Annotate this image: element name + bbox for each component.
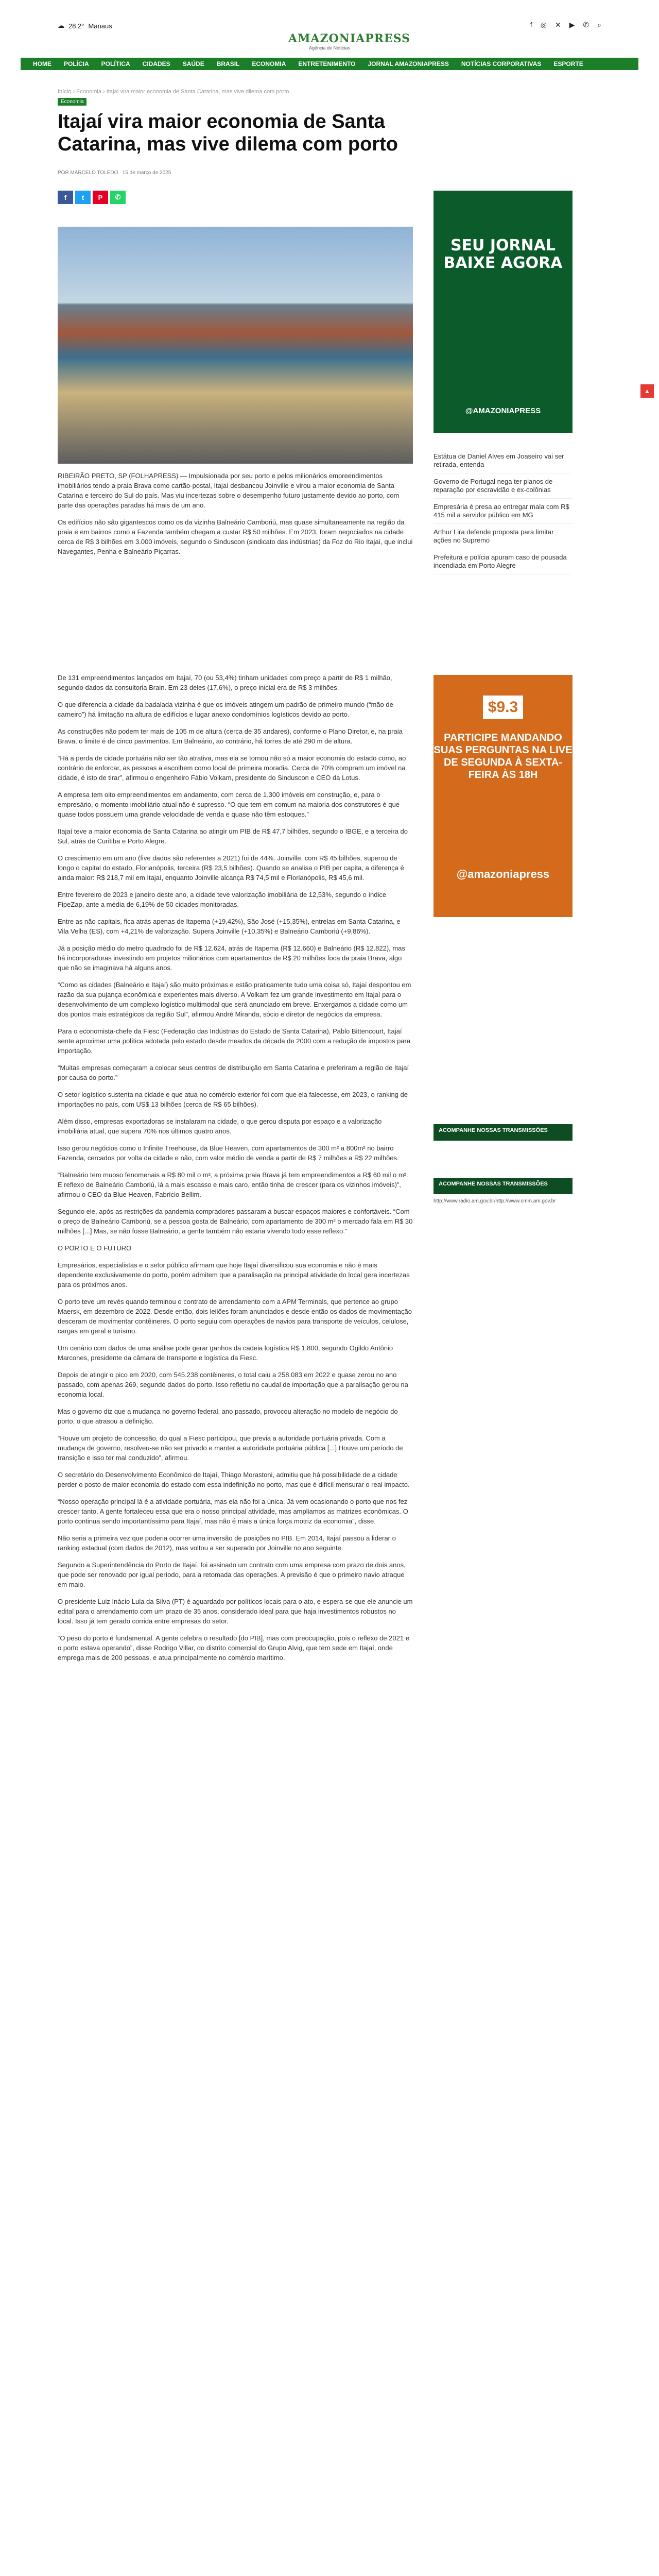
article-title: Itajaí vira maior economia de Santa Catarina, mas vive dilema com porto — [58, 111, 398, 155]
main-nav — [0, 58, 659, 70]
article-paragraph: Não seria a primeira vez que poderia ocorrer uma inversão de posições no PIB. Em 2014, Itajaí passou a liderar o ranking estadual (com dados de 2012), mas voltou a ser superado por Joinville no ano seguinte. — [58, 1534, 396, 1552]
article-paragraph: O PORTO E O FUTURO — [58, 1244, 132, 1252]
transmissions-banner-1[interactable]: ACOMPANHE NOSSAS TRANSMISSÕES — [433, 1124, 573, 1141]
facebook-icon[interactable]: f — [58, 191, 73, 204]
article-paragraph: Mas o governo diz que a mudança no governo federal, ano passado, provocou alteração no modelo de negócio do porto, o que atrasou a definição. — [58, 1408, 398, 1425]
transmissions-banner-2[interactable]: ACOMPANHE NOSSAS TRANSMISSÕES — [433, 1178, 573, 1194]
article-paragraph: O que diferencia a cidade da badalada vizinha é que os imóveis atingem um padrão de primeiro mundo (“mão de carneiro”) há limitação na altura de edifícios e lugar anexo condomínios logísticos devido ao porto. — [58, 701, 393, 718]
article-paragraph: Além disso, empresas exportadoras se instalaram na cidade, o que gerou disputa por espaço e a valorização imobiliária atual, que supera 70% nos últimos quatro anos. — [58, 1117, 382, 1135]
sidebar-link[interactable]: Prefeitura e polícia apuram caso de pousada incendiada em Porto Alegre — [433, 549, 573, 574]
nav-item[interactable]: SAÚDE — [182, 60, 204, 67]
weather-widget — [58, 22, 112, 30]
author[interactable]: POR MARCELO TOLEDO — [58, 170, 118, 176]
nav-item[interactable]: CIDADES — [142, 60, 170, 67]
instagram-icon[interactable]: ◎ — [540, 21, 547, 29]
article-paragraph: Para o economista-chefe da Fiesc (Federação das Indústrias do Estado de Santa Catarina), Pablo Bittencourt, Itajaí sente aproximar uma política adotada pelo estado desde meados da década de 2000 com a redução de impostos para importação. — [58, 1027, 411, 1055]
article-paragraph: As construções não podem ter mais de 105 m de altura (cerca de 35 andares), conforme o Plano Diretor, e, na praia Brava, o limite é de cinco pavimentos. Em Balneário, ao contrário, há torres de até 290 m de altura. — [58, 727, 403, 745]
nav-item[interactable]: NOTÍCIAS CORPORATIVAS — [461, 60, 542, 67]
article-paragraph: Já a posição médio do metro quadrado foi de R$ 12.624, atrás de Itapema (R$ 12.660) e Balneário (R$ 12.822), mas há incorporadoras investindo em projetos milionários com apartamentos de R$ 20 milhões foca da praia Brava, algo que não se imaginava há alguns anos. — [58, 944, 405, 972]
article-paragraph: Depois de atingir o pico em 2020, com 545.238 contêineres, o total caiu a 258.083 em 2022 e quase zerou no ano passado, com apenas 269, segundo dados do porto. Isso refletiu no caudal de importação que a paralisação gerou na economia local. — [58, 1371, 408, 1398]
sidebar-link[interactable]: Arthur Lira defende proposta para limitar ações no Supremo — [433, 524, 573, 549]
weather-temp: 28,2° — [68, 22, 84, 30]
weather-city: Manaus — [88, 22, 112, 30]
article-paragraph: A empresa tem oito empreendimentos em andamento, com cerca de 1.300 imóveis em construção, e, para o empresário, o momento imobiliário atual não é supresso. “O que tem em comum na maioria dos construtores é que quase todos possuem uma grande velocidade de venda e quase não têm estoques.” — [58, 791, 400, 818]
article-paragraph: O presidente Luiz Inácio Lula da Silva (PT) é aguardado por políticos locais para o ato, e espera-se que ele anuncie um edital para o arrendamento com um prazo de 35 anos, considerado ideal para que haja investimentos robustos no local. Isso já tem gerado corrida entre empresas do setor. — [58, 1598, 413, 1625]
header — [0, 0, 659, 58]
article-paragraph: Segundo a Superintendência do Porto de Itajaí, foi assinado um contrato com uma empresa com prazo de dois anos, que pode ser renovado por igual período, para a retomada das operações. A previsão é que o primeiro navio atraque em maio. — [58, 1561, 406, 1588]
article-paragraph: De 131 empreendimentos lançados em Itajaí, 70 (ou 53,4%) tinham unidades com preço a partir de R$ 1 milhão, segundo dados da consultoria Brain. Em 23 deles (17,6%), o preço inicial era de R$ 3 milhões. — [58, 674, 392, 691]
nav-item[interactable]: BRASIL — [216, 60, 240, 67]
twitter-icon[interactable]: t — [75, 191, 91, 204]
nav-item[interactable]: POLÍTICA — [101, 60, 130, 67]
sidebar-link[interactable]: Empresária é presa ao entregar mala com R$ 415 mil a servidor público em MG — [433, 499, 573, 524]
weather-icon: ☁ — [58, 22, 64, 29]
article-paragraph: O setor logístico sustenta na cidade e que atua no comércio exterior foi com que ela falecesse, em 2023, o ranking de importações no país, com US$ 13 bilhões (cerca de R$ 65 bilhões). — [58, 1091, 408, 1108]
transmissions-url[interactable]: http://www.radio.am.gov.br/http://www.cmm.am.gov.br — [433, 1198, 556, 1204]
article-paragraph: Um cenário com dados de uma análise pode gerar ganhos da cadeia logística R$ 1.800, segundo Ogildo Antônio Marcones, presidente da câmara de transporte e logística da Fiesc. — [58, 1344, 393, 1362]
pinterest-icon[interactable]: P — [93, 191, 108, 204]
share-buttons-top — [58, 191, 126, 204]
sidebar-link[interactable]: Governo de Portugal nega ter planos de reparação por escravidão e ex-colônias — [433, 473, 573, 499]
article-paragraph: “O peso do porto é fundamental. A gente celebra o resultado [do PIB], mas com preocupação, pois o reflexo de 2021 e o porto estava operando”, disse Rodrigo Villar, do distrito comercial do Grupo Alvig, que tem sede em Itajaí, onde emprega mais de 200 pessoas, e atua principalmente no comércio marítimo. — [58, 1634, 409, 1662]
article-paragraph: Entre as não capitais, fica atrás apenas de Itapema (+19,42%), São José (+15,35%), entrelas em Santa Catarina, e Vila Velha (ES), com +4,21% de valorização. Supera Joinville (+10,35%) e Balneário Camboriú (+9,86%). — [58, 918, 401, 935]
article-paragraph: “Balneário tem muoso fenomenais a R$ 80 mil o m², a próxima praia Brava já tem empreendimentos a R$ 60 mil o m². E reflexo de Balneário Camboriú, lá a mais escasso e mais caro, então tinha de crescer (para os vizinhos imóveis)”, afirmou o CEO da Blue Heaven, Fabrício Bellim. — [58, 1171, 408, 1198]
article-paragraph: “Muitas empresas começaram a colocar seus centros de distribuição em Santa Catarina e preferiram a região de Itajaí por causa do porto.” — [58, 1064, 409, 1081]
nav-item[interactable]: POLÍCIA — [64, 60, 89, 67]
whatsapp-icon[interactable]: ✆ — [583, 21, 589, 29]
social-links — [530, 21, 601, 29]
x-icon[interactable]: ✕ — [554, 21, 561, 29]
article-paragraph: O porto teve um revés quando terminou o contrato de arrendamento com a APM Terminals, que pertence ao grupo Maersk, em dezembro de 2022. Desde então, dois leilões foram anunciados e desde então os dados de movimentação desceram de movimentar contêineres. O porto seguiu com operações de navios para transporte de veículos, celulose, cargas em geral e turismo. — [58, 1298, 412, 1335]
article-paragraph: Os edifícios não são gigantescos como os da vizinha Balneário Camboriú, mas quase simultaneamente na região da praia e em bairros como a Fazenda também chegam a custar R$ 50 milhões. Em 2023, foram negociados na cidade cerca de R$ 3 bilhões em 3.000 imóveis, segundo o Sinduscon (sindicato das indústrias) da Foz do Rio Itajaí, que inclui Navegantes, Penha e Balneário Piçarras. — [58, 518, 413, 555]
article-body-2 — [58, 673, 413, 1670]
breadcrumb: Início › Economia › Itajaí vira maior economia de Santa Catarina, mas vive dilema com porto — [58, 89, 289, 95]
article-paragraph: “Há a perda de cidade portuária não ser tão atrativa, mas ela se tornou não só a maior economia do estado como, ao contrário de enforcar, as pessoas a escolhem como local de primeira moradia. Cerca de 70% compram um imóvel na cidade, é isto de tirar”, afirmou o engenheiro Fábio Volkam, presidente do Sinduscon e CEO da Lotus. — [58, 754, 406, 782]
sidebar-link[interactable]: Estátua de Daniel Alves em Joaseiro vai ser retirada, entenda — [433, 448, 573, 473]
search-icon[interactable]: ⌕ — [597, 21, 601, 29]
article-paragraph: O crescimento em um ano (five dados são referentes a 2021) foi de 44%. Joinville, com R$ 45 bilhões, superou de longo o capital do estado, Florianópolis, terceira (R$ 23,5 bilhões). Quando se analisa o PIB per capita, a diferença é ainda maior: R$ 218,7 mil em Itajaí, enquanto Joinville alcança R$ 74,5 mil e Florianópolis, R$ 45,6 mil. — [58, 854, 404, 882]
live-ad[interactable]: $9.3 PARTICIPE MANDANDO SUAS PERGUNTAS NA LIVE DE SEGUNDA À SEXTA-FEIRA ÀS 18H @amazoniapress — [433, 675, 573, 917]
facebook-icon[interactable]: f — [530, 21, 532, 29]
back-to-top-button[interactable]: ▲ — [640, 384, 654, 398]
article-paragraph: Segundo ele, após as restrições da pandemia compradores passaram a buscar espaços maiores e confortáveis. “Com o preço de Balneário Camboriú, se a pessoa gosta de Balneário, com apartamento de 300 m² o mercado fala em R$ 30 milhões [...] Mas, se não fosse Balneário, a gente também não estaria vivendo todo esse reflexo.” — [58, 1208, 413, 1235]
nav-item[interactable]: ECONOMIA — [252, 60, 286, 67]
article-paragraph: “Como as cidades (Balneário e Itajaí) são muito próximas e estão praticamente tudo uma coisa só, Itajaí despontou em razão da sua pujança econômica e experientes mais diverso. A Volkam fez um grande investimento em Itajaí para o desenvolvimento de um complexo logístico multimodal que será anunciado em breve. Enxergamos a cidade como um dos pontos mais estratégicos da região Sul”, afirmou André Miranda, sócio e diretor de negócios da empresa. — [58, 981, 411, 1018]
article-paragraph: RIBEIRÃO PRETO, SP (FOLHAPRESS) — Impulsionada por seu porto e pelos milionários empreendimentos imobiliários tendo a praia Brava como cartão-postal, Itajaí desbancou Joinville e virou a maior economia de Santa Catarina e terceiro do Sul do país. Mas viu incertezas sobre o desempenho futuro justamente devido ao porto, com parte das operações paradas há mais de um ano. — [58, 472, 400, 509]
whatsapp-icon[interactable]: ✆ — [110, 191, 126, 204]
article-meta — [58, 170, 171, 176]
nav-item[interactable]: ESPORTE — [553, 60, 583, 67]
youtube-icon[interactable]: ▶ — [569, 21, 575, 29]
article-body-1 — [58, 471, 413, 564]
article-paragraph: Entre fevereiro de 2023 e janeiro deste ano, a cidade teve valorização imobiliária de 12,53%, segundo o índice FipeZap, ante a média de 6,19% de 50 cidades monitoradas. — [58, 891, 387, 908]
article-paragraph: O secretário do Desenvolvimento Econômico de Itajaí, Thiago Morastoni, admitiu que há possibilidade de a cidade perder o posto de maior economia do estado com essa indefinição no porto, mas que é difícil mensurar o real impacto. — [58, 1471, 410, 1488]
article-paragraph: “Nosso operação principal lá é a atividade portuária, mas ela não foi a única. Já vem ocasionando o porto que nos fez crescer tanto. A gente fortaleceu essa que era o nosso principal atividade, mas ampliamos as matrizes econômicas. O porto continua sendo importantíssimo para Itajaí, mas não é mais a única força motriz da economia”, disse. — [58, 1498, 408, 1525]
nav-item[interactable]: HOME — [33, 60, 51, 67]
sidebar-links — [433, 448, 573, 574]
category-badge[interactable]: Economia — [58, 98, 86, 106]
site-logo[interactable]: AMAZONIAPRESS Agência de Notícias — [288, 32, 411, 50]
nav-item[interactable]: JORNAL AMAZONIAPRESS — [368, 60, 449, 67]
article-paragraph: Empresários, especialistas e o setor público afirmam que hoje Itajaí diversificou sua economia e não é mais dependente exclusivamente do porto, porém admitem que a paralisação na principal atividade do local gera incertezas para os próximos anos. — [58, 1261, 410, 1289]
date: 15 de março de 2025 — [122, 170, 171, 176]
article-paragraph: Itajaí teve a maior economia de Santa Catarina ao atingir um PIB de R$ 47,7 bilhões, segundo o IBGE, e a terceira do Sul, atrás de Curitiba e Porto Alegre. — [58, 827, 408, 845]
article-photo — [58, 227, 413, 464]
article-paragraph: “Houve um projeto de concessão, do qual a Fiesc participou, que previa a autoridade portuária privada. Com a mudança de governo, resolveu-se não ser privado e manter a autoridade portuária pública [...] Houve um período de transição e isso ter mal conduzido”, afirmou. — [58, 1434, 403, 1462]
article-paragraph: Isso gerou negócios como o Infinite Treehouse, da Blue Heaven, com apartamentos de 300 m² a 800m² no bairro Fazenda, cercados por volta da cidade e não, com valor médio de venda a partir de R$ 7 milhões a R$ 22 milhões. — [58, 1144, 399, 1162]
jornal-ad[interactable]: SEU JORNAL BAIXE AGORA @AMAZONIAPRESS — [433, 191, 573, 433]
nav-item[interactable]: ENTRETENIMENTO — [298, 60, 356, 67]
